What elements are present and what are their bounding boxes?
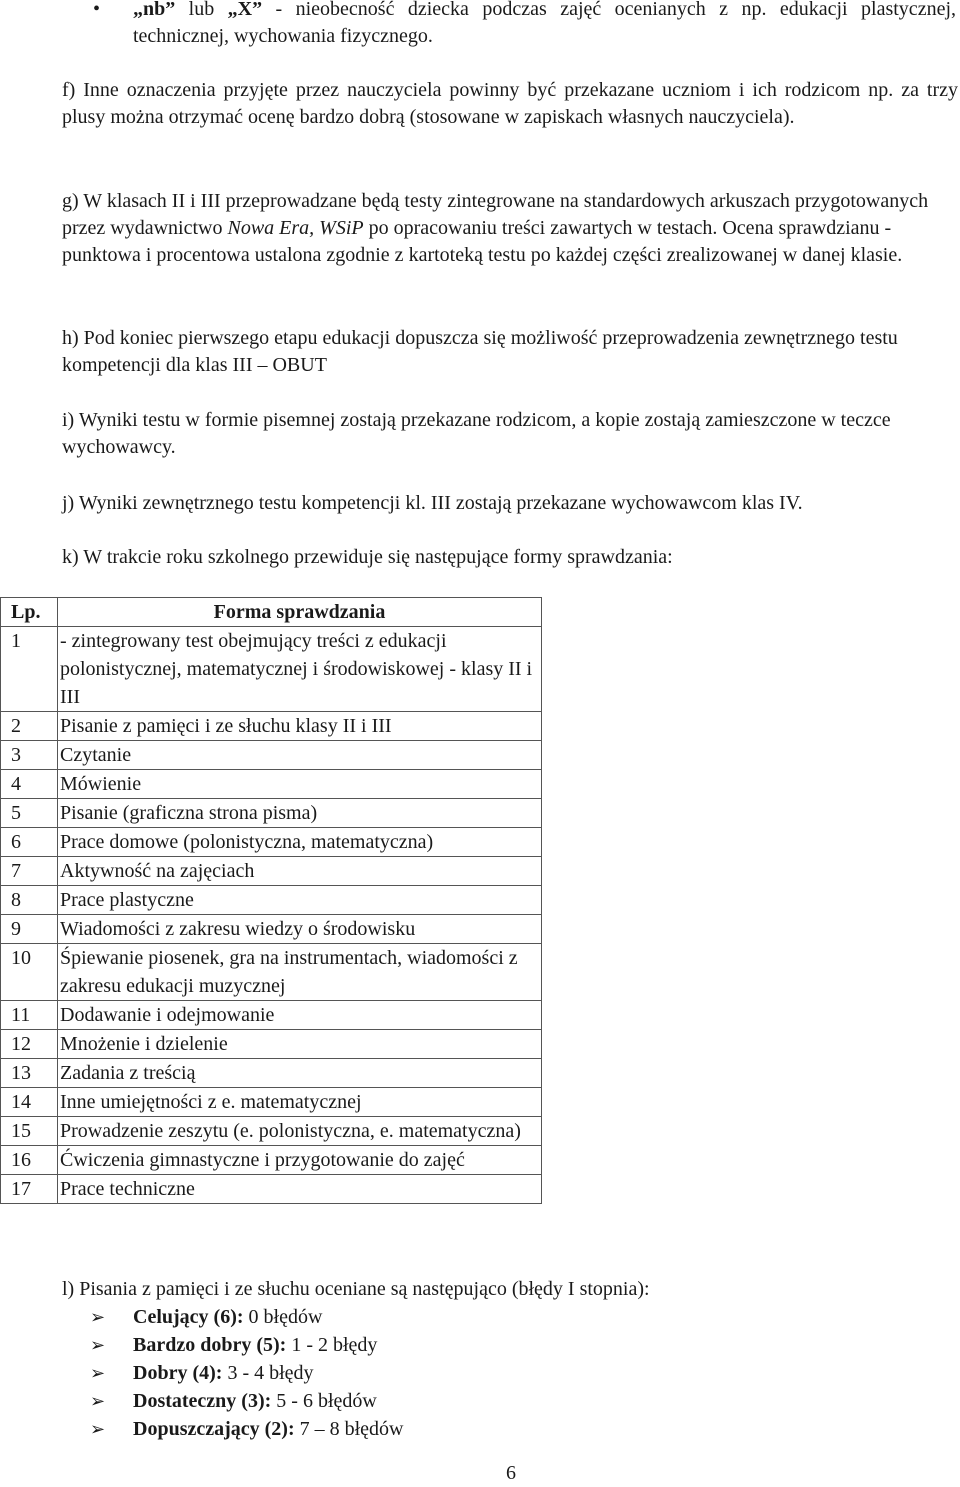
row-form: Śpiewanie piosenek, gra na instrumentach, wiadomości z zakresu edukacji muzycznej xyxy=(58,944,542,1001)
table-row xyxy=(1,741,542,770)
table-row xyxy=(1,1001,542,1030)
row-form: Prace techniczne xyxy=(58,1175,542,1204)
paragraph-h: h) Pod koniec pierwszego etapu edukacji dopuszcza się możliwość przeprowadzenia zewnętrznego testu kompetencji dla klas III – OBUT xyxy=(62,327,898,376)
arrow-bullet-icon: ➢ xyxy=(90,1391,106,1411)
grade-text xyxy=(133,1360,314,1387)
paragraph-i: i) Wyniki testu w formie pisemnej zostają przekazane rodzicom, a kopie zostają zamieszczone w teczce wychowawcy. xyxy=(62,409,891,458)
row-form: Mnożenie i dzielenie xyxy=(58,1030,542,1059)
bullet-text: „nb” lub „X” - nieobecność dziecka podczas zajęć ocenianych z np. edukacji plastycznej, technicznej, wychowania fizycznego. xyxy=(133,0,956,47)
grade-text xyxy=(133,1304,322,1331)
row-form: Mówienie xyxy=(58,770,542,799)
grade-value: 0 błędów xyxy=(243,1306,323,1328)
table-row xyxy=(1,828,542,857)
grade-value: 3 - 4 błędy xyxy=(222,1362,314,1384)
row-form: Ćwiczenia gimnastyczne i przygotowanie do zajęć xyxy=(58,1146,542,1175)
table-row xyxy=(1,1146,542,1175)
grade-text xyxy=(133,1332,377,1359)
table-row xyxy=(1,857,542,886)
arrow-bullet-icon: ➢ xyxy=(90,1307,106,1327)
header-forma: Forma sprawdzania xyxy=(58,598,542,627)
grade-text xyxy=(133,1416,404,1443)
row-form: Pisanie z pamięci i ze słuchu klasy II i III xyxy=(58,712,542,741)
table-row xyxy=(1,944,542,1001)
grade-label: Celujący (6): xyxy=(133,1306,244,1328)
paragraph-g: g) W klasach II i III przeprowadzane będą testy zintegrowane na standardowych arkuszach przygotowanych przez wydawnictwo Nowa Era, WSiP po opracowaniu treści zawartych w testach. Ocena sprawdzianu - punktowa i procentowa ustalona zgodnie z kartoteką testu po każdej części zrealizowanej w danej klasie. xyxy=(62,190,929,266)
row-number: 14 xyxy=(1,1088,58,1117)
table-row xyxy=(1,1030,542,1059)
row-number: 15 xyxy=(1,1117,58,1146)
header-lp: Lp. xyxy=(1,598,58,627)
table-row xyxy=(1,627,542,712)
grade-label: Dostateczny (3): xyxy=(133,1390,272,1412)
row-number: 6 xyxy=(1,828,58,857)
row-number: 7 xyxy=(1,857,58,886)
arrow-bullet-icon: ➢ xyxy=(90,1419,106,1439)
row-form: - zintegrowany test obejmujący treści z edukacji polonistycznej, matematycznej i środowiskowej - klasy II i III xyxy=(58,627,542,712)
bullet-icon: • xyxy=(93,0,101,20)
grade-value: 1 - 2 błędy xyxy=(286,1334,378,1356)
row-number: 13 xyxy=(1,1059,58,1088)
row-number: 1 xyxy=(1,627,58,712)
grade-text xyxy=(133,1388,377,1415)
paragraph-l: l) Pisania z pamięci i ze słuchu oceniane są następująco (błędy I stopnia): xyxy=(62,1278,650,1300)
paragraph-j: j) Wyniki zewnętrznego testu kompetencji kl. III zostają przekazane wychowawcom klas IV. xyxy=(62,492,803,514)
page-number: 6 xyxy=(506,1462,516,1484)
paragraph-k: k) W trakcie roku szkolnego przewiduje się następujące formy sprawdzania: xyxy=(62,546,673,568)
row-number: 16 xyxy=(1,1146,58,1175)
arrow-bullet-icon: ➢ xyxy=(90,1363,106,1383)
table-row xyxy=(1,799,542,828)
paragraph-f: f) Inne oznaczenia przyjęte przez nauczyciela powinny być przekazane uczniom i ich rodzicom np. za trzy plusy można otrzymać ocenę bardzo dobrą (stosowane w zapiskach własnych nauczyciela). xyxy=(62,79,958,128)
row-form: Prace domowe (polonistyczna, matematyczna) xyxy=(58,828,542,857)
row-number: 10 xyxy=(1,944,58,1001)
grade-label: Dopuszczający (2): xyxy=(133,1418,295,1440)
row-number: 17 xyxy=(1,1175,58,1204)
row-number: 5 xyxy=(1,799,58,828)
row-form: Dodawanie i odejmowanie xyxy=(58,1001,542,1030)
row-form: Prowadzenie zeszytu (e. polonistyczna, e. matematyczna) xyxy=(58,1117,542,1146)
grade-value: 5 - 6 błędów xyxy=(271,1390,377,1412)
table-row xyxy=(1,712,542,741)
row-form: Prace plastyczne xyxy=(58,886,542,915)
row-number: 2 xyxy=(1,712,58,741)
table-row xyxy=(1,1088,542,1117)
row-form: Wiadomości z zakresu wiedzy o środowisku xyxy=(58,915,542,944)
row-form: Zadania z treścią xyxy=(58,1059,542,1088)
row-number: 8 xyxy=(1,886,58,915)
grade-label: Bardzo dobry (5): xyxy=(133,1334,287,1356)
table-header-row xyxy=(1,598,542,627)
row-number: 3 xyxy=(1,741,58,770)
row-number: 11 xyxy=(1,1001,58,1030)
grade-value: 7 – 8 błędów xyxy=(294,1418,404,1440)
table-row xyxy=(1,1117,542,1146)
row-form: Aktywność na zajęciach xyxy=(58,857,542,886)
table-row xyxy=(1,915,542,944)
row-form: Pisanie (graficzna strona pisma) xyxy=(58,799,542,828)
assessment-table xyxy=(0,597,542,1204)
table-row xyxy=(1,886,542,915)
row-number: 12 xyxy=(1,1030,58,1059)
table-row xyxy=(1,1059,542,1088)
grade-label: Dobry (4): xyxy=(133,1362,223,1384)
row-number: 9 xyxy=(1,915,58,944)
arrow-bullet-icon: ➢ xyxy=(90,1335,106,1355)
row-number: 4 xyxy=(1,770,58,799)
table-row xyxy=(1,1175,542,1204)
row-form: Inne umiejętności z e. matematycznej xyxy=(58,1088,542,1117)
row-form: Czytanie xyxy=(58,741,542,770)
table-row xyxy=(1,770,542,799)
